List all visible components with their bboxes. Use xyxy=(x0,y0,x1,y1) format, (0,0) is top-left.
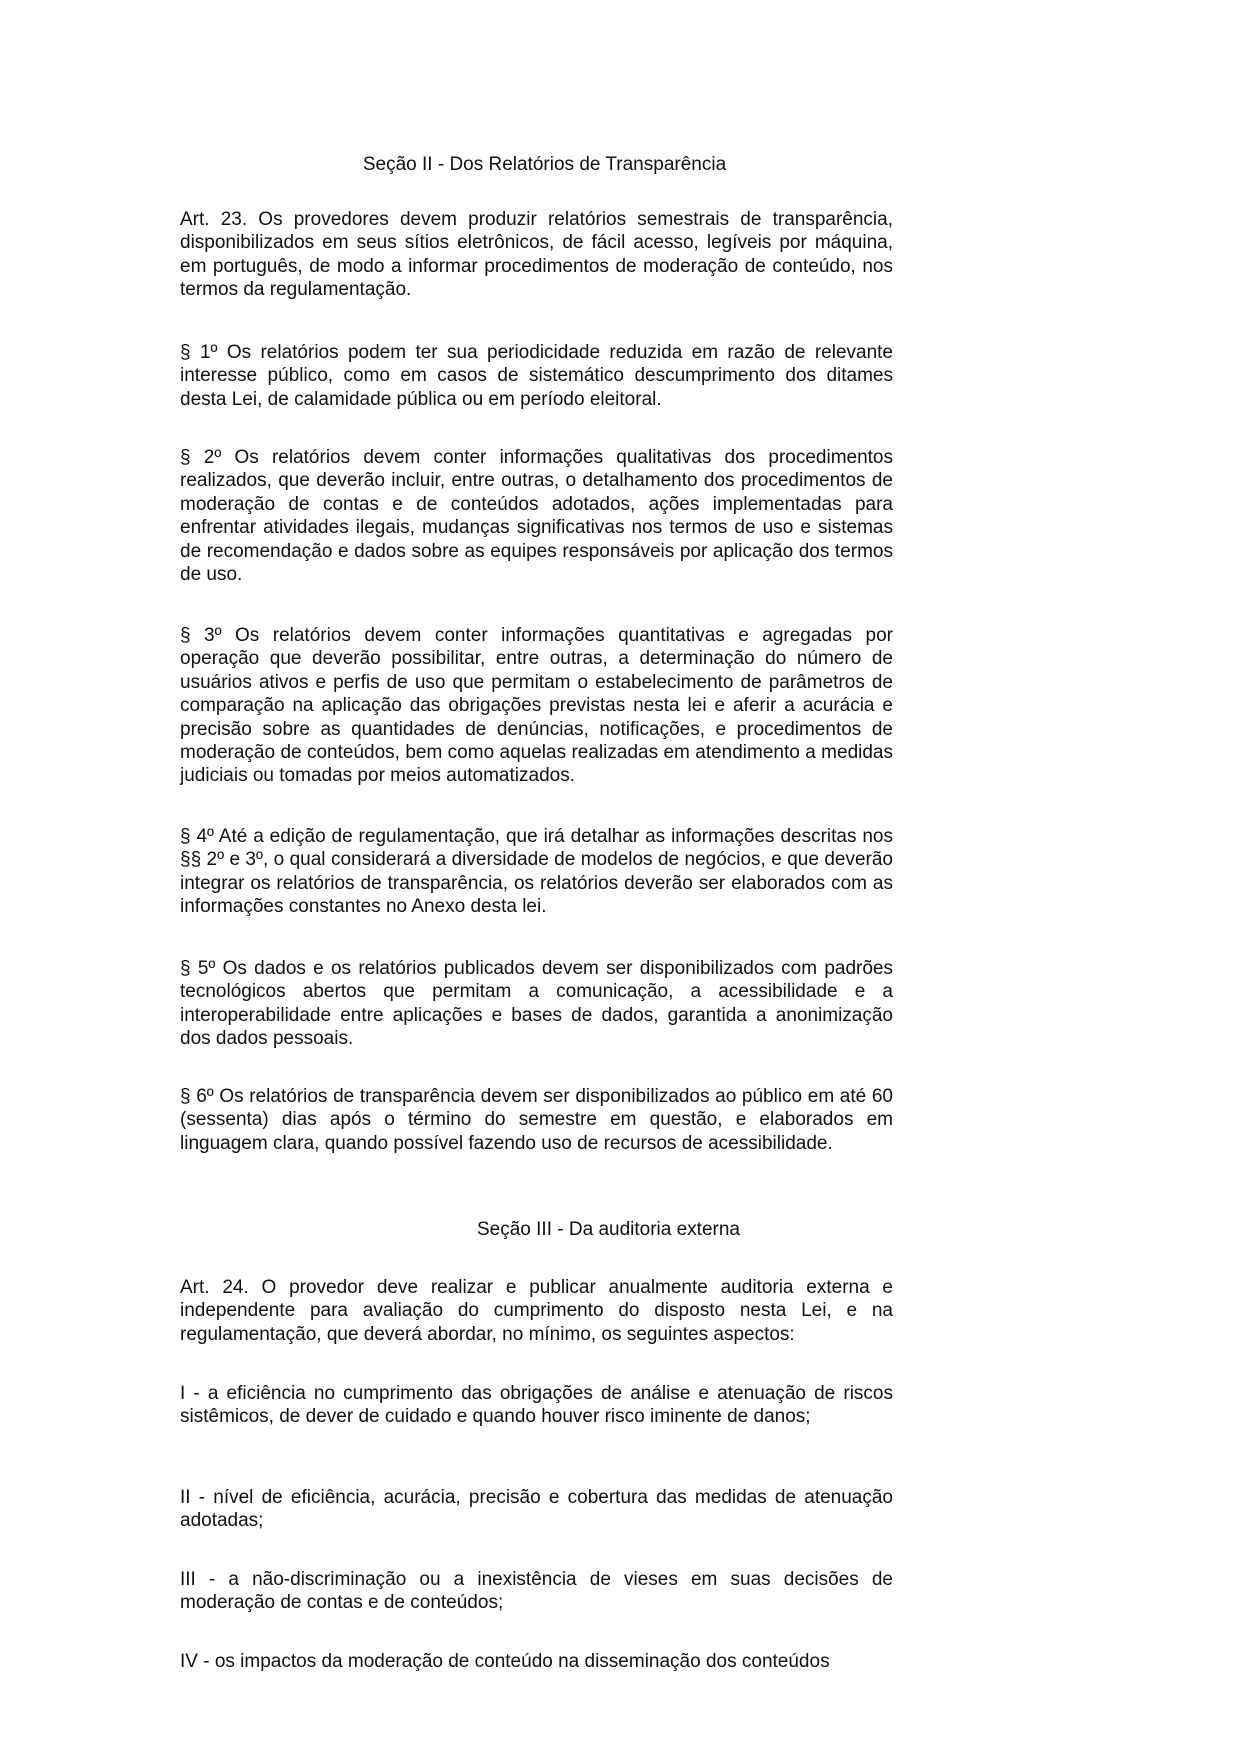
paragraph-p6: § 6º Os relatórios de transparência devem ser disponibilizados ao público em até 60 (sessenta) dias após o término do semestre em questão, e elaborados em linguagem clara, quando possível fazendo uso de recursos de acessibilidade. xyxy=(180,1086,893,1154)
paragraph-p4: § 4º Até a edição de regulamentação, que irá detalhar as informações descritas nos §§ 2º e 3º, o qual considerará a diversidade de modelos de negócios, e que deverão integrar os relatórios de transparência, os relatórios deverão ser elaborados com as informações constantes no Anexo desta lei. xyxy=(180,826,893,918)
section-heading-secao-ii: Seção II - Dos Relatórios de Transparência xyxy=(362,154,727,175)
paragraph-p5: § 5º Os dados e os relatórios publicados devem ser disponibilizados com padrões tecnológicos abertos que permitam a comunicação, a acessibilidade e a interoperabilidade entre aplicações e bases de dados, garantida a anonimização dos dados pessoais. xyxy=(180,958,893,1050)
paragraph-p1: § 1º Os relatórios podem ter sua periodicidade reduzida em razão de relevante interesse público, como em casos de sistemático descumprimento dos ditames desta Lei, de calamidade pública ou em período eleitoral. xyxy=(180,342,893,410)
paragraph-inciso-ii: II - nível de eficiência, acurácia, precisão e cobertura das medidas de atenuação adotadas; xyxy=(180,1487,893,1532)
paragraph-art-23: Art. 23. Os provedores devem produzir relatórios semestrais de transparência, disponibilizados em seus sítios eletrônicos, de fácil acesso, legíveis por máquina, em português, de modo a informar procedimentos de moderação de conteúdo, nos termos da regulamentação. xyxy=(180,209,893,301)
paragraph-p2: § 2º Os relatórios devem conter informações qualitativas dos procedimentos realizados, que deverão incluir, entre outras, o detalhamento dos procedimentos de moderação de contas e de conteúdos adotados, ações implementadas para enfrentar atividades ilegais, mudanças significativas nos termos de uso e sistemas de recomendação e dados sobre as equipes responsáveis por aplicação dos termos de uso. xyxy=(180,447,893,586)
paragraph-p3: § 3º Os relatórios devem conter informações quantitativas e agregadas por operação que deverão possibilitar, entre outras, a determinação do número de usuários ativos e perfis de uso que permitam o estabelecimento de parâmetros de comparação na aplicação das obrigações previstas nesta lei e aferir a acurácia e precisão sobre as quantidades de denúncias, notificações, e procedimentos de moderação de conteúdos, bem como aquelas realizadas em atendimento a medidas judiciais ou tomadas por meios automatizados. xyxy=(180,625,893,787)
paragraph-inciso-i: I - a eficiência no cumprimento das obrigações de análise e atenuação de riscos sistêmicos, de dever de cuidado e quando houver risco iminente de danos; xyxy=(180,1383,893,1428)
paragraph-art-24: Art. 24. O provedor deve realizar e publicar anualmente auditoria externa e independente para avaliação do cumprimento do disposto nesta Lei, e na regulamentação, que deverá abordar, no mínimo, os seguintes aspectos: xyxy=(180,1277,893,1345)
section-heading-secao-iii: Seção III - Da auditoria externa xyxy=(477,1219,740,1240)
paragraph-inciso-iii: III - a não-discriminação ou a inexistência de vieses em suas decisões de moderação de contas e de conteúdos; xyxy=(180,1569,893,1614)
paragraph-inciso-iv: IV - os impactos da moderação de conteúdo na disseminação dos conteúdos xyxy=(180,1651,830,1672)
